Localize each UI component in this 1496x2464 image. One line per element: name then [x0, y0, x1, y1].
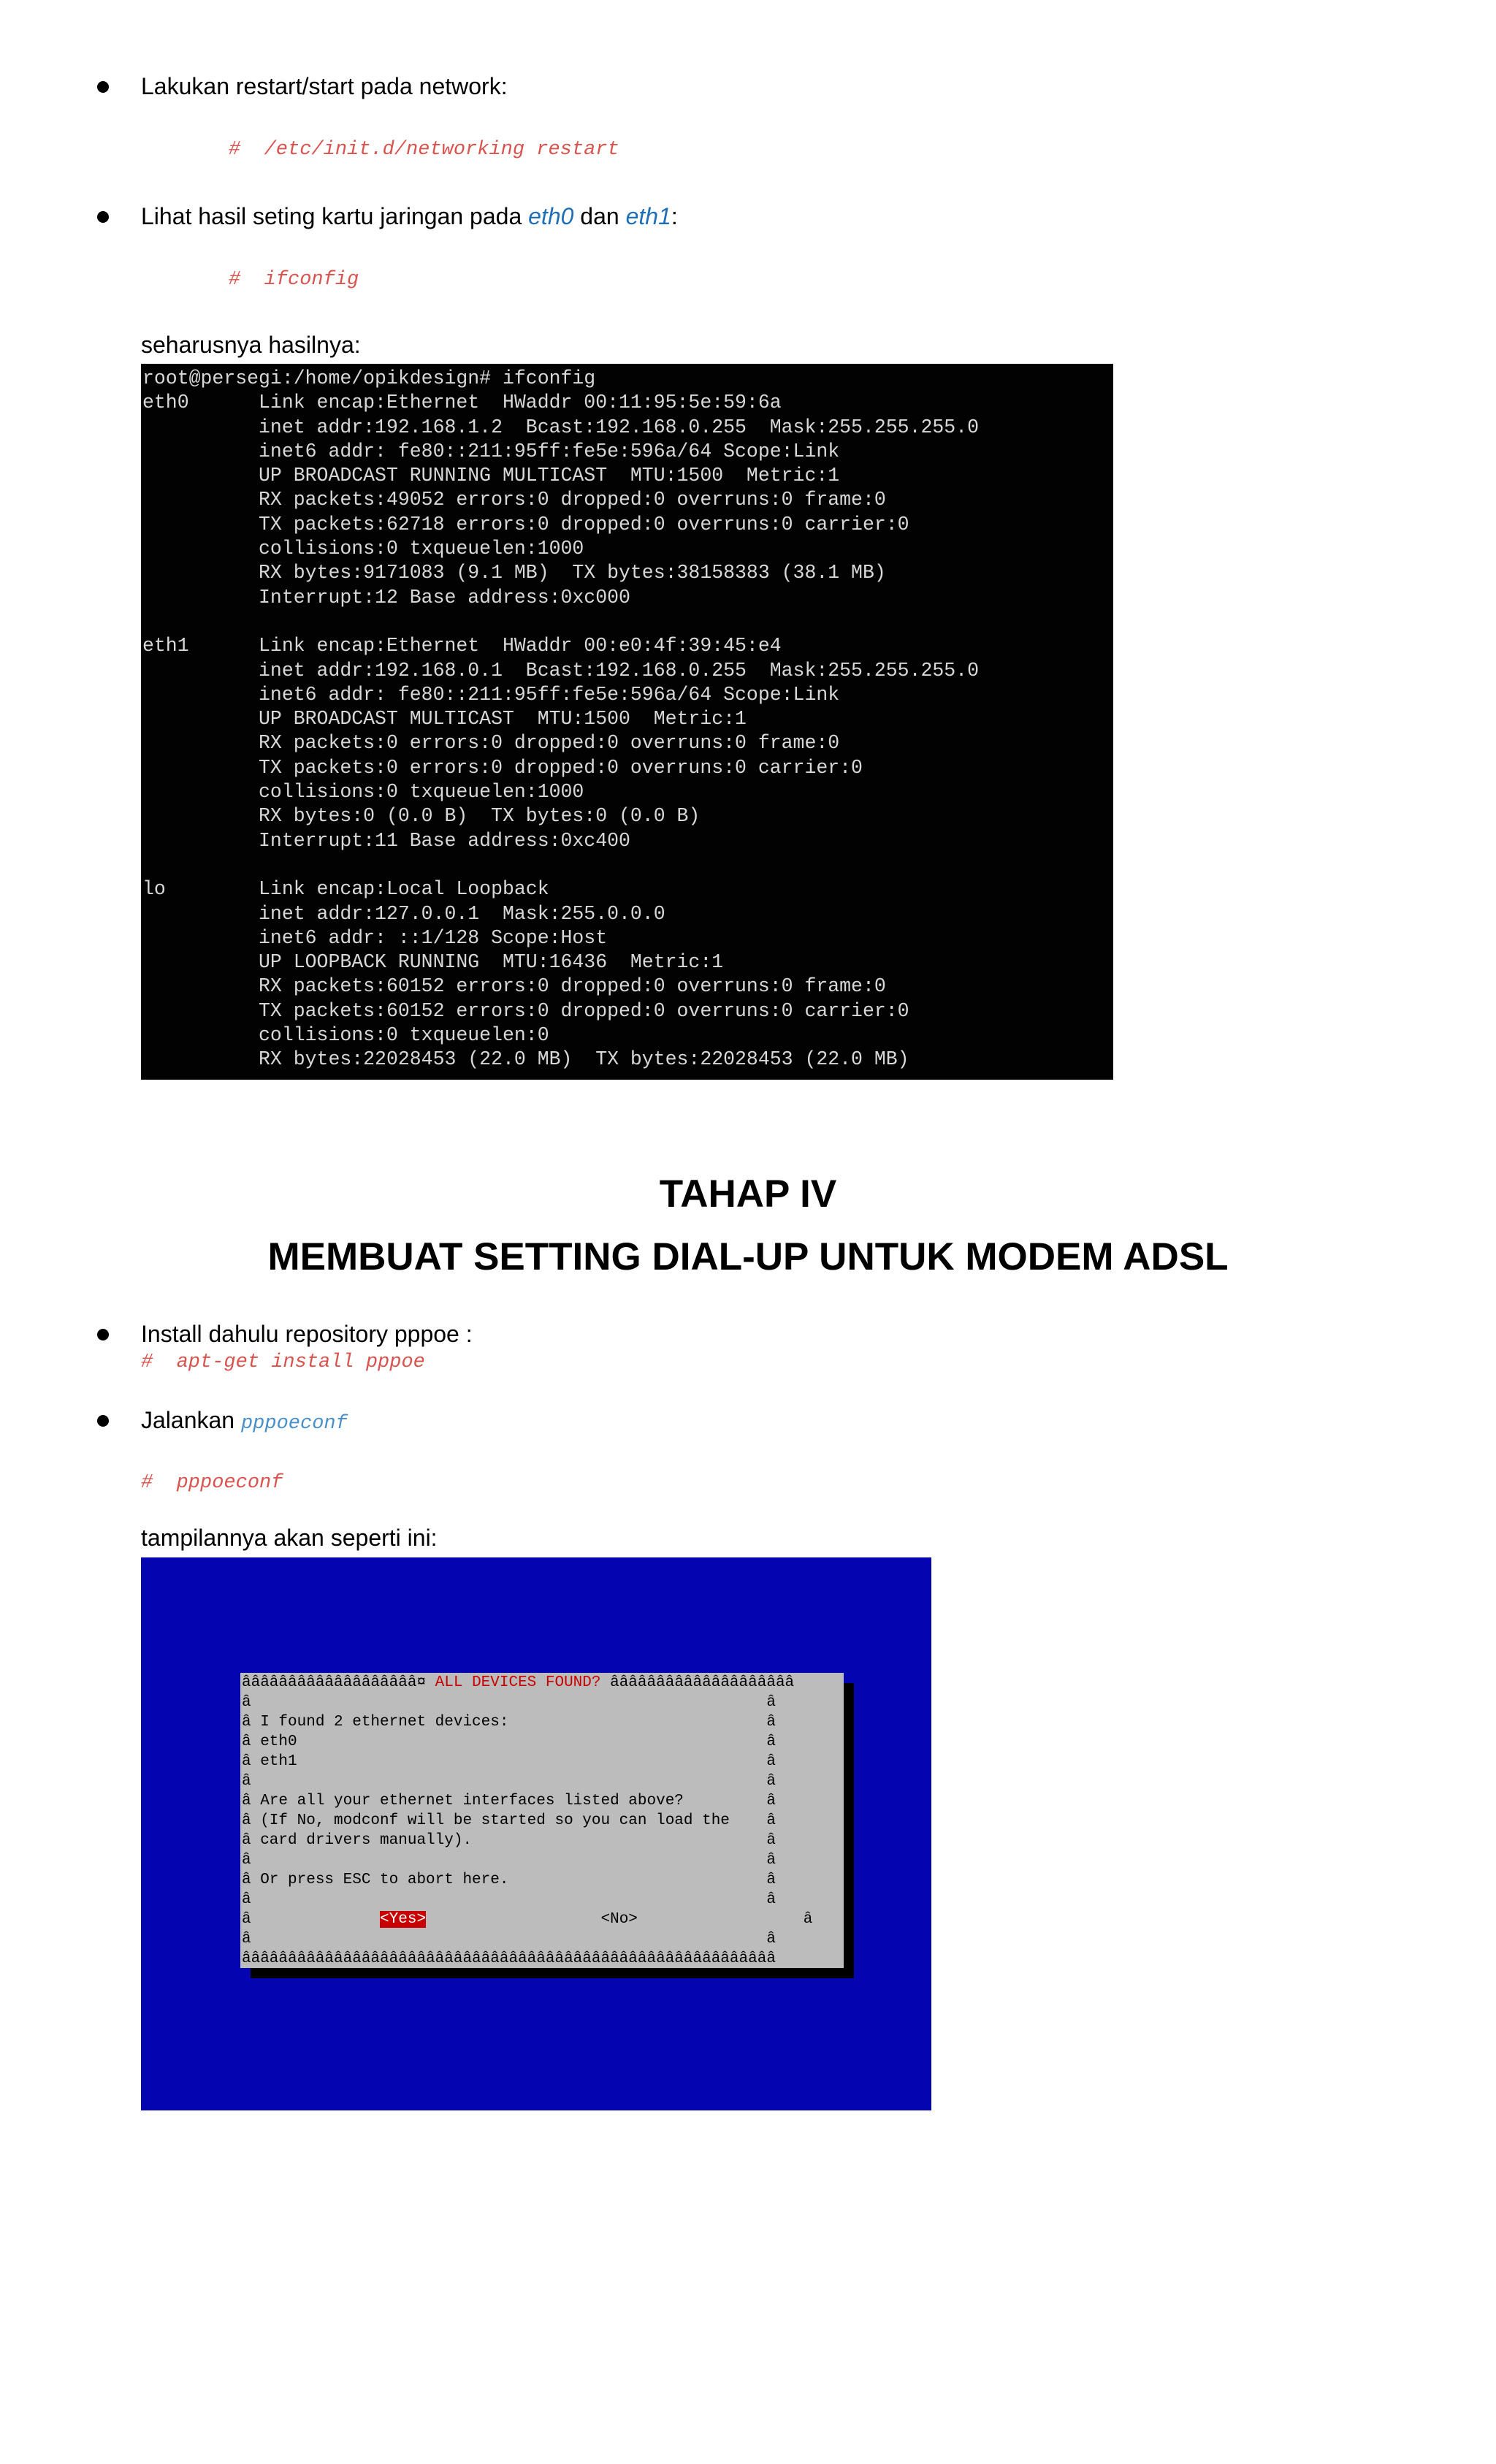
- terminal-line: RX packets:0 errors:0 dropped:0 overruns:0 frame:0: [142, 732, 840, 755]
- step-text-after: :: [671, 203, 678, 229]
- step-text: Install dahulu repository pppoe :: [141, 1321, 473, 1347]
- step-text-mid: dan: [573, 203, 626, 229]
- terminal-line: collisions:0 txqueuelen:1000: [142, 781, 584, 804]
- bullet-icon: [97, 211, 109, 223]
- step-text: Lakukan restart/start pada network:: [141, 73, 508, 99]
- dialog-line: â (If No, modconf will be started so you can load the â: [242, 1812, 776, 1829]
- command-apt-get-install: # apt-get install pppoe: [141, 1351, 425, 1373]
- section-heading-stage: TAHAP IV: [659, 1172, 837, 1216]
- dialog-text: [240, 1673, 844, 1968]
- terminal-line: RX bytes:9171083 (9.1 MB) TX bytes:38158383 (38.1 MB): [142, 562, 886, 584]
- terminal-line: RX packets:49052 errors:0 dropped:0 overruns:0 frame:0: [142, 489, 886, 511]
- terminal-line: TX packets:0 errors:0 dropped:0 overruns:0 carrier:0: [142, 756, 863, 779]
- dialog-line: â card drivers manually). â: [242, 1832, 776, 1849]
- terminal-line: RX packets:60152 errors:0 dropped:0 overruns:0 frame:0: [142, 975, 886, 998]
- dialog-line: â I found 2 ethernet devices: â: [242, 1714, 776, 1731]
- terminal-ifconfig-output: [141, 364, 1113, 1080]
- command-networking-restart: # /etc/init.d/networking restart: [229, 139, 619, 161]
- command-pppoeconf: # pppoeconf: [141, 1472, 283, 1494]
- dialog-line: ââââââââââââââââââââââââââââââââââââââââââââââââââââââââââ: [242, 1950, 776, 1967]
- terminal-line: inet6 addr: fe80::211:95ff:fe5e:596a/64 Scope:Link: [142, 440, 840, 462]
- dialog-btn-row-mid: [426, 1911, 600, 1928]
- command-ifconfig: # ifconfig: [229, 269, 359, 291]
- dialog-line: â â: [242, 1891, 776, 1908]
- pppoeconf-screen: [141, 1557, 931, 2110]
- section-heading-title: MEMBUAT SETTING DIAL-UP UNTUK MODEM ADSL: [267, 1235, 1229, 1278]
- terminal-line: collisions:0 txqueuelen:1000: [142, 538, 584, 560]
- terminal-line: inet addr:127.0.0.1 Mask:255.0.0.0: [142, 902, 665, 925]
- dialog-line: â â: [242, 1852, 776, 1869]
- step-text-before: Lihat hasil seting kartu jaringan pada: [141, 203, 529, 229]
- bullet-icon: [97, 81, 109, 93]
- terminal-line: eth1 Link encap:Ethernet HWaddr 00:e0:4f:39:45:e4: [142, 635, 782, 657]
- step-text-before: Jalankan: [141, 1407, 241, 1433]
- dialog-tail: [242, 1931, 776, 1967]
- terminal-line: root@persegi:/home/opikdesign# ifconfig: [142, 367, 596, 389]
- terminal-line: lo Link encap:Local Loopback: [142, 878, 549, 901]
- result-label: seharusnya hasilnya:: [141, 332, 361, 358]
- iface-eth1: eth1: [625, 203, 671, 229]
- terminal-line: Interrupt:12 Base address:0xc000: [142, 586, 630, 609]
- program-name: pppoeconf: [240, 1413, 348, 1435]
- dialog-btn-row-left: â: [242, 1911, 381, 1928]
- dialog-line: â Are all your ethernet interfaces listed above? â: [242, 1793, 776, 1809]
- dialog-border-left: âââââââââââââââââââ¤: [242, 1674, 435, 1691]
- dialog-title: ALL DEVICES FOUND?: [435, 1674, 601, 1691]
- dialog-line: â eth1 â: [242, 1753, 776, 1770]
- terminal-line: Interrupt:11 Base address:0xc400: [142, 829, 630, 852]
- dialog-line: â eth0 â: [242, 1733, 776, 1750]
- terminal-line: TX packets:60152 errors:0 dropped:0 overruns:0 carrier:0: [142, 999, 909, 1022]
- dialog-line: â â: [242, 1694, 776, 1711]
- terminal-line: eth0 Link encap:Ethernet HWaddr 00:11:95:5e:59:6a: [142, 392, 782, 414]
- bullet-icon: [97, 1329, 109, 1340]
- terminal-line: UP BROADCAST RUNNING MULTICAST MTU:1500 Metric:1: [142, 465, 840, 487]
- dialog-body: [242, 1694, 776, 1908]
- terminal-line: UP LOOPBACK RUNNING MTU:16436 Metric:1: [142, 951, 724, 974]
- terminal-line: RX bytes:0 (0.0 B) TX bytes:0 (0.0 B): [142, 805, 701, 828]
- all-devices-found-dialog: [240, 1673, 844, 1968]
- step-text: [141, 1405, 348, 1438]
- no-button[interactable]: <No>: [600, 1911, 638, 1928]
- terminal-line: RX bytes:22028453 (22.0 MB) TX bytes:22028453 (22.0 MB): [142, 1048, 909, 1071]
- terminal-line: UP BROADCAST MULTICAST MTU:1500 Metric:1: [142, 708, 747, 731]
- iface-eth0: eth0: [528, 203, 574, 229]
- step-text: [141, 202, 678, 231]
- dialog-btn-row-right: â: [637, 1911, 813, 1928]
- yes-button[interactable]: <Yes>: [380, 1911, 427, 1928]
- dialog-line: â â: [242, 1931, 776, 1948]
- display-label: tampilannya akan seperti ini:: [141, 1525, 438, 1551]
- terminal-line: TX packets:62718 errors:0 dropped:0 overruns:0 carrier:0: [142, 513, 909, 535]
- terminal-line: inet addr:192.168.0.1 Bcast:192.168.0.255 Mask:255.255.255.0: [142, 659, 979, 682]
- terminal-line: collisions:0 txqueuelen:0: [142, 1024, 549, 1047]
- terminal-text: [141, 364, 1113, 1072]
- terminal-line: inet6 addr: ::1/128 Scope:Host: [142, 926, 608, 949]
- dialog-border-right: ââââââââââââââââââââ: [600, 1674, 795, 1691]
- dialog-line: â Or press ESC to abort here. â: [242, 1872, 776, 1888]
- terminal-line: inet addr:192.168.1.2 Bcast:192.168.0.255 Mask:255.255.255.0: [142, 416, 979, 438]
- terminal-line: inet6 addr: fe80::211:95ff:fe5e:596a/64 Scope:Link: [142, 683, 840, 706]
- bullet-icon: [97, 1415, 109, 1427]
- dialog-line: â â: [242, 1773, 776, 1790]
